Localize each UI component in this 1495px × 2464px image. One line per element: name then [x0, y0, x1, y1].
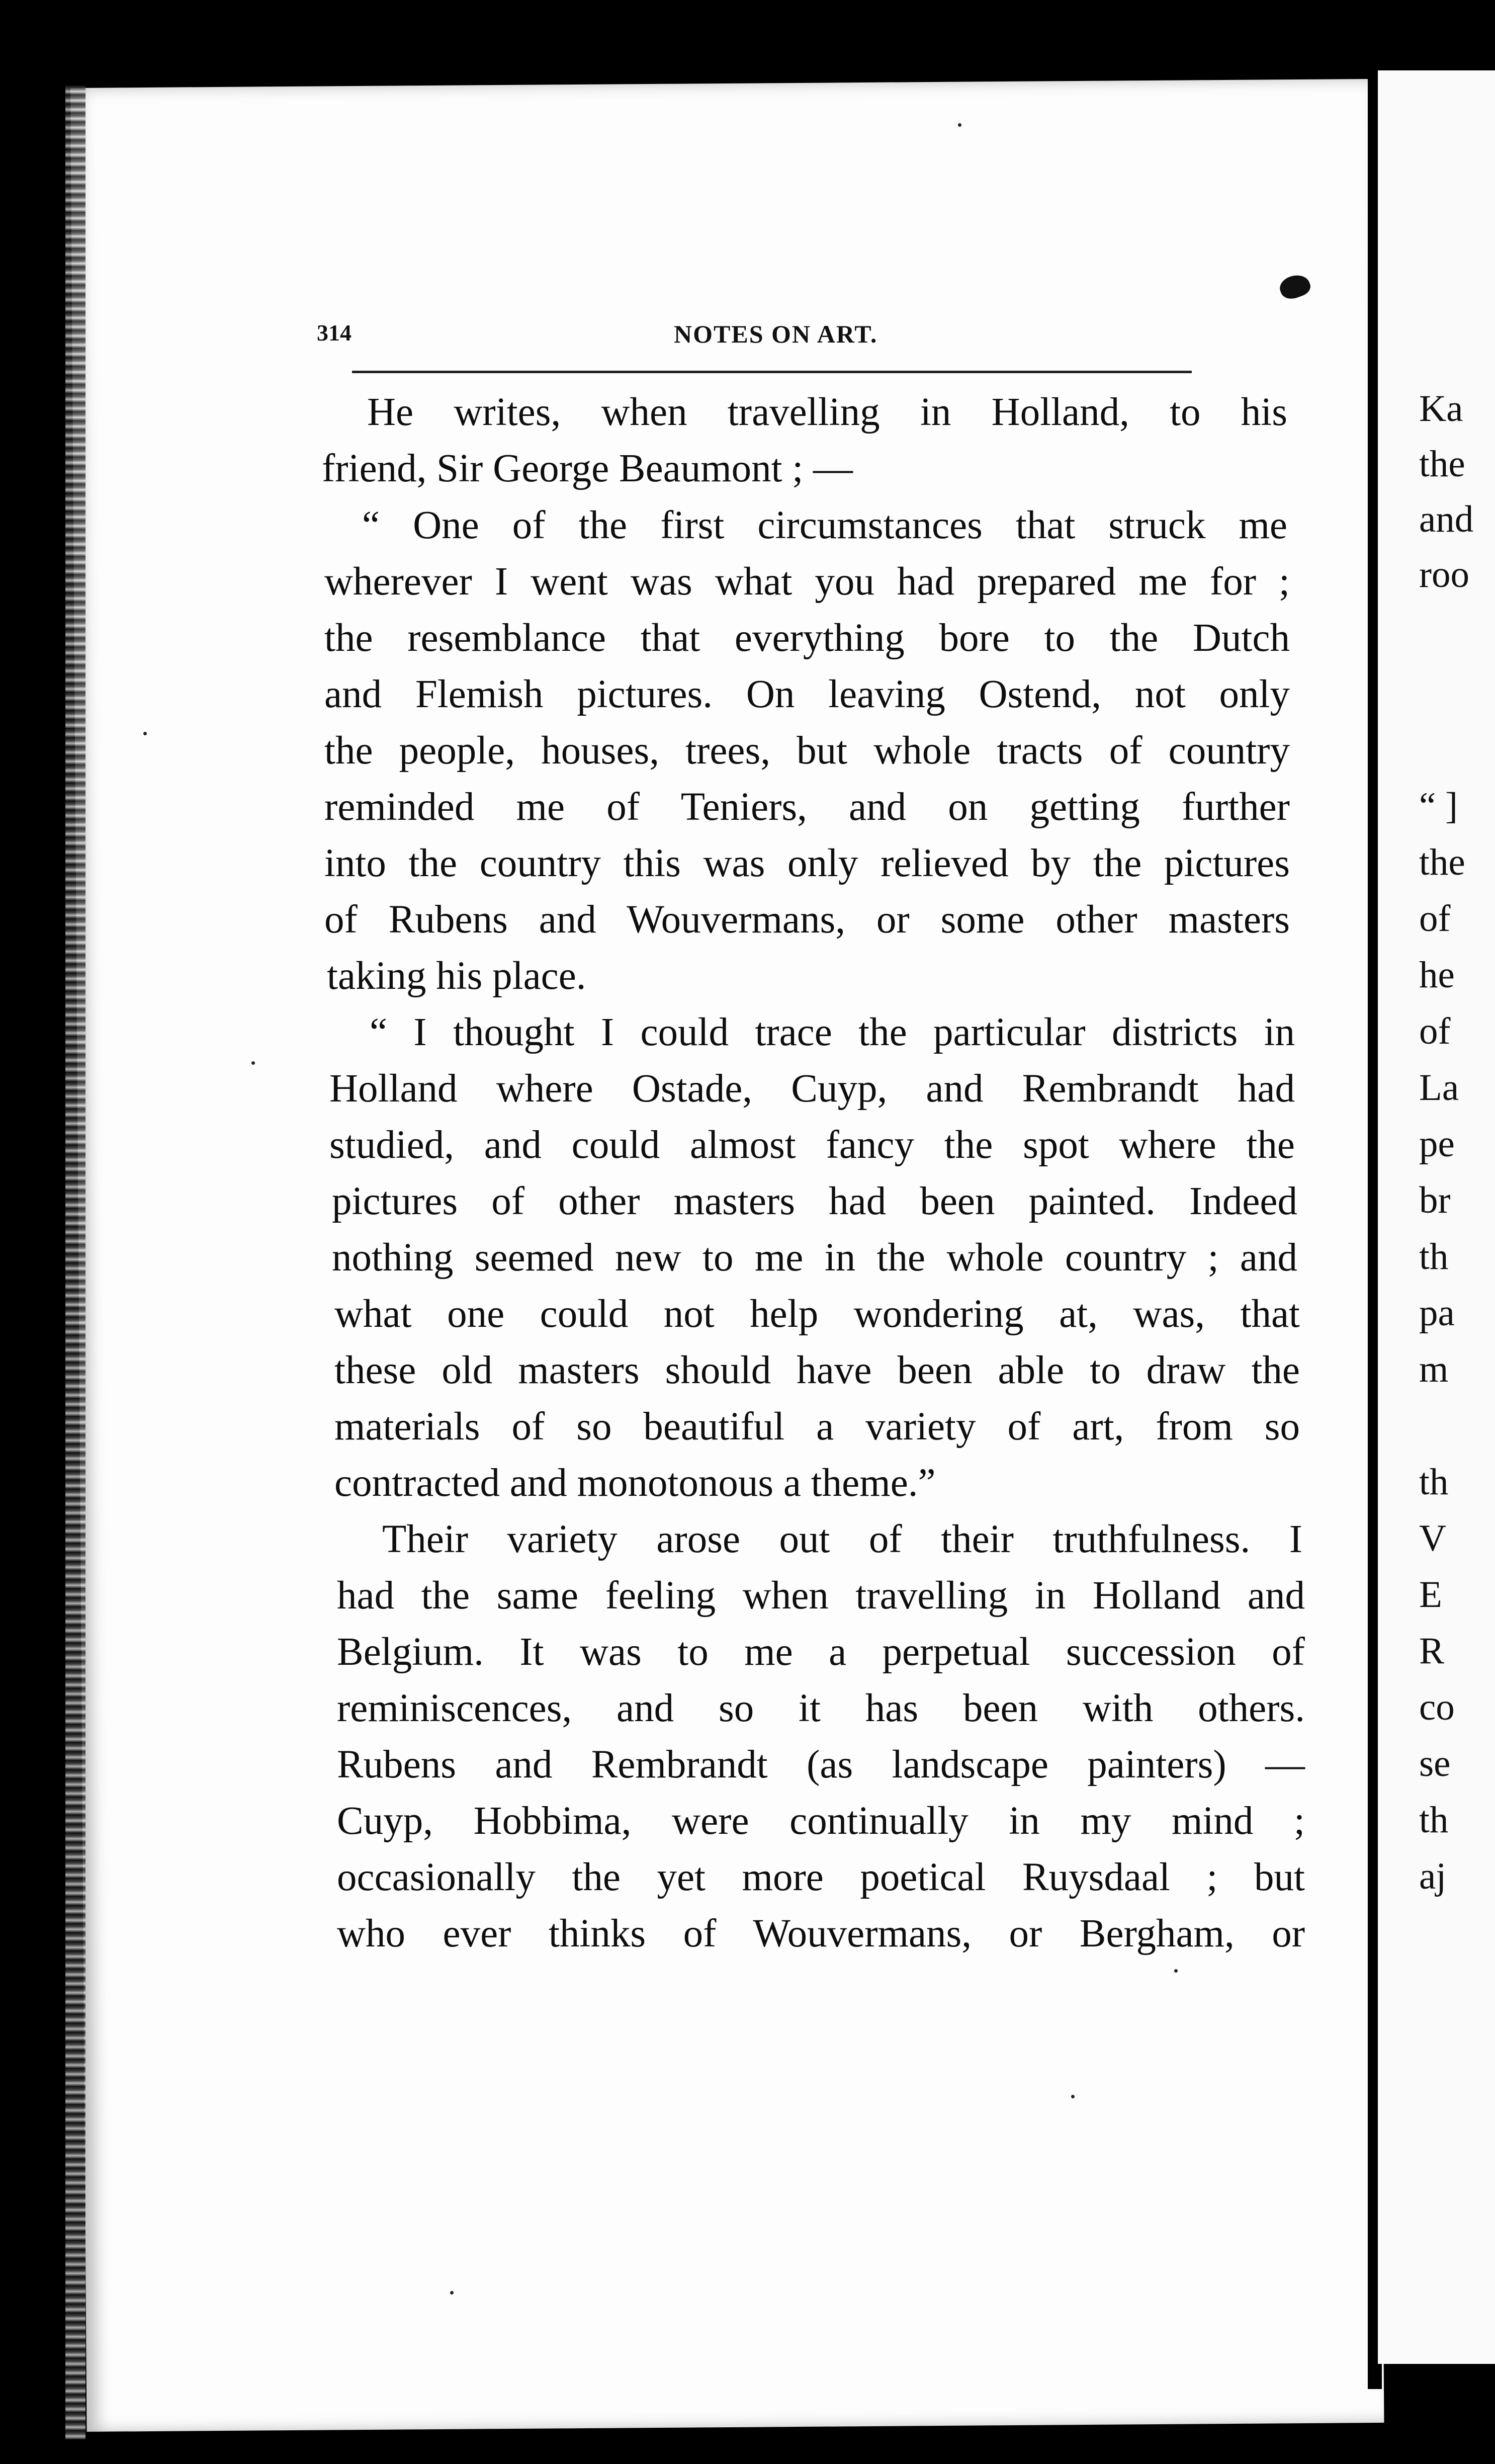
body-line: “ One of the first circumstances that struck me [362, 503, 1287, 547]
facing-fragment: of [1419, 898, 1451, 940]
body-line: the resemblance that everything bore to the Dutch [324, 616, 1290, 660]
facing-fragment: roo [1419, 554, 1469, 596]
body-line: He writes, when travelling in Holland, to his [367, 390, 1287, 434]
body-line: had the same feeling when travelling in Holland and [337, 1574, 1305, 1618]
facing-fragment: th [1419, 1461, 1449, 1503]
body-line: wherever I went was what you had prepared me for ; [324, 560, 1290, 604]
body-line: pictures of other masters had been painted. Indeed [332, 1179, 1297, 1223]
dust-speck [1071, 2095, 1075, 2098]
body-line: Rubens and Rembrandt (as landscape painters) — [337, 1743, 1305, 1787]
facing-fragment: “ ] [1419, 785, 1458, 827]
body-line: “ I thought I could trace the particular districts in [370, 1010, 1295, 1054]
body-line: reminded me of Teniers, and on getting further [324, 785, 1290, 829]
body-line: Belgium. It was to me a perpetual succession of [337, 1630, 1305, 1674]
body-line: studied, and could almost fancy the spot where the [329, 1123, 1295, 1167]
facing-fragment: the [1419, 443, 1465, 485]
facing-fragment: E [1419, 1574, 1442, 1616]
facing-fragment: co [1419, 1686, 1455, 1728]
running-title: NOTES ON ART. [674, 320, 878, 348]
facing-fragment: th [1419, 1236, 1449, 1278]
dust-speck [1174, 1969, 1178, 1973]
body-line: Cuyp, Hobbima, were continually in my mind ; [337, 1799, 1305, 1843]
facing-fragment: Ka [1419, 388, 1463, 430]
body-line: materials of so beautiful a variety of art, from so [334, 1405, 1300, 1449]
facing-fragment: La [1419, 1067, 1459, 1109]
facing-fragment: br [1419, 1179, 1451, 1221]
dust-speck [251, 1061, 255, 1065]
body-line: contracted and monotonous a theme.” [334, 1461, 936, 1505]
body-line: into the country this was only relieved by the pictures [324, 841, 1290, 885]
facing-fragment: aj [1419, 1855, 1447, 1897]
body-line: taking his place. [327, 954, 586, 998]
facing-fragment: he [1419, 954, 1455, 996]
dust-speck [958, 123, 961, 127]
facing-fragment: pa [1419, 1292, 1455, 1334]
body-line: reminiscences, and so it has been with others. [337, 1686, 1305, 1730]
page-edge-shadow [65, 86, 85, 2439]
body-line: what one could not help wondering at, was, that [334, 1292, 1300, 1336]
facing-fragment: m [1419, 1348, 1449, 1390]
header-rule [352, 371, 1192, 373]
body-line: who ever thinks of Wouvermans, or Bergham, or [337, 1912, 1305, 1956]
body-line: Their variety arose out of their truthfulness. I [382, 1517, 1302, 1561]
facing-fragment: and [1419, 498, 1474, 540]
body-line: the people, houses, trees, but whole tracts of country [324, 729, 1290, 773]
facing-fragment: of [1419, 1010, 1451, 1052]
body-line: Holland where Ostade, Cuyp, and Rembrandt had [329, 1067, 1295, 1111]
dust-speck [450, 2291, 454, 2295]
facing-fragment: V [1419, 1517, 1447, 1559]
facing-fragment: pe [1419, 1123, 1455, 1165]
dust-speck [143, 732, 147, 735]
page-number: 314 [317, 320, 351, 346]
body-line: and Flemish pictures. On leaving Ostend, not only [324, 672, 1290, 716]
facing-fragment: R [1419, 1630, 1445, 1672]
facing-fragment: th [1419, 1799, 1449, 1841]
facing-fragment: the [1419, 841, 1465, 883]
body-line: these old masters should have been able to draw the [334, 1348, 1300, 1392]
body-line: friend, Sir George Beaumont ; — [322, 447, 853, 490]
body-line: of Rubens and Wouvermans, or some other masters [324, 898, 1290, 942]
body-line: nothing seemed new to me in the whole country ; and [332, 1236, 1297, 1280]
facing-fragment: se [1419, 1743, 1451, 1785]
body-line: occasionally the yet more poetical Ruysdaal ; but [337, 1855, 1305, 1899]
